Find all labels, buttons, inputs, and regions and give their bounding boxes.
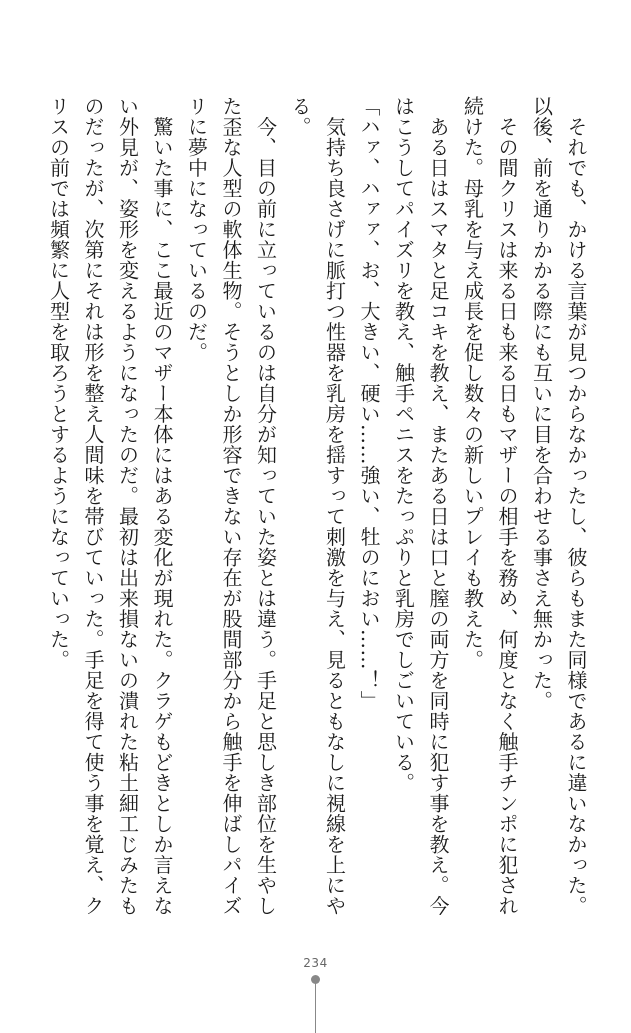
page-marker-line: [315, 983, 316, 1033]
text-line: リスの前では頻繁に人型を取ろうとするようになっていった。: [46, 96, 71, 670]
text-line: 以後、前を通りかかる際にも互いに目を合わせる事さえ無かった。: [529, 96, 554, 711]
page-number: 234: [303, 956, 328, 970]
text-line: ある日はスマタと足コキを教え、またある日は口と膣の両方を同時に犯す事を教え。今: [426, 96, 450, 916]
text-line: 気持ち良さげに脈打つ性器を乳房を揺すって刺激を与え、見るともなしに視線を上にや: [322, 96, 347, 916]
body-text: [41, 96, 593, 956]
text-line: 続けた。母乳を与え成長を促し数々の新しいプレイも教えた。: [460, 96, 485, 670]
text-line: それでも、かける言葉が見つからなかったし、彼らもまた同様であるに違いなかった。: [564, 96, 588, 916]
text-line: 驚いた事に、ここ最近のマザー本体にはある変化が現れた。クラゲもどきとしか言えな: [150, 96, 174, 916]
text-line: リに夢中になっているのだ。: [184, 96, 209, 363]
text-line: その間クリスは来る日も来る日もマザーの相手を務め、何度となく触手チンポに犯され: [495, 96, 519, 916]
text-line: はこうしてパイズリを教え、触手ペニスをたっぷりと乳房でしごいている。: [391, 96, 416, 793]
text-line: る。: [288, 96, 312, 137]
text-line: のだったが、次第にそれは形を整え人間味を帯びていった。手足を得て使う事を覚え、ク: [81, 96, 105, 916]
text-line: 今、目の前に立っているのは自分が知っていた姿とは違う。手足と思しき部位を生やし: [253, 96, 278, 916]
text-line: 「ハァ、ハァァ、お、大きい、硬い……強い、牡のにおい……！」: [357, 96, 381, 711]
text-line: た歪な人型の軟体生物。そうとしか形容できない存在が股間部分から触手を伸ばしパイズ: [219, 96, 243, 916]
text-line: い外見が、姿形を変えるようになったのだ。最初は出来損ないの潰れた粘土細工じみたも: [115, 96, 140, 916]
